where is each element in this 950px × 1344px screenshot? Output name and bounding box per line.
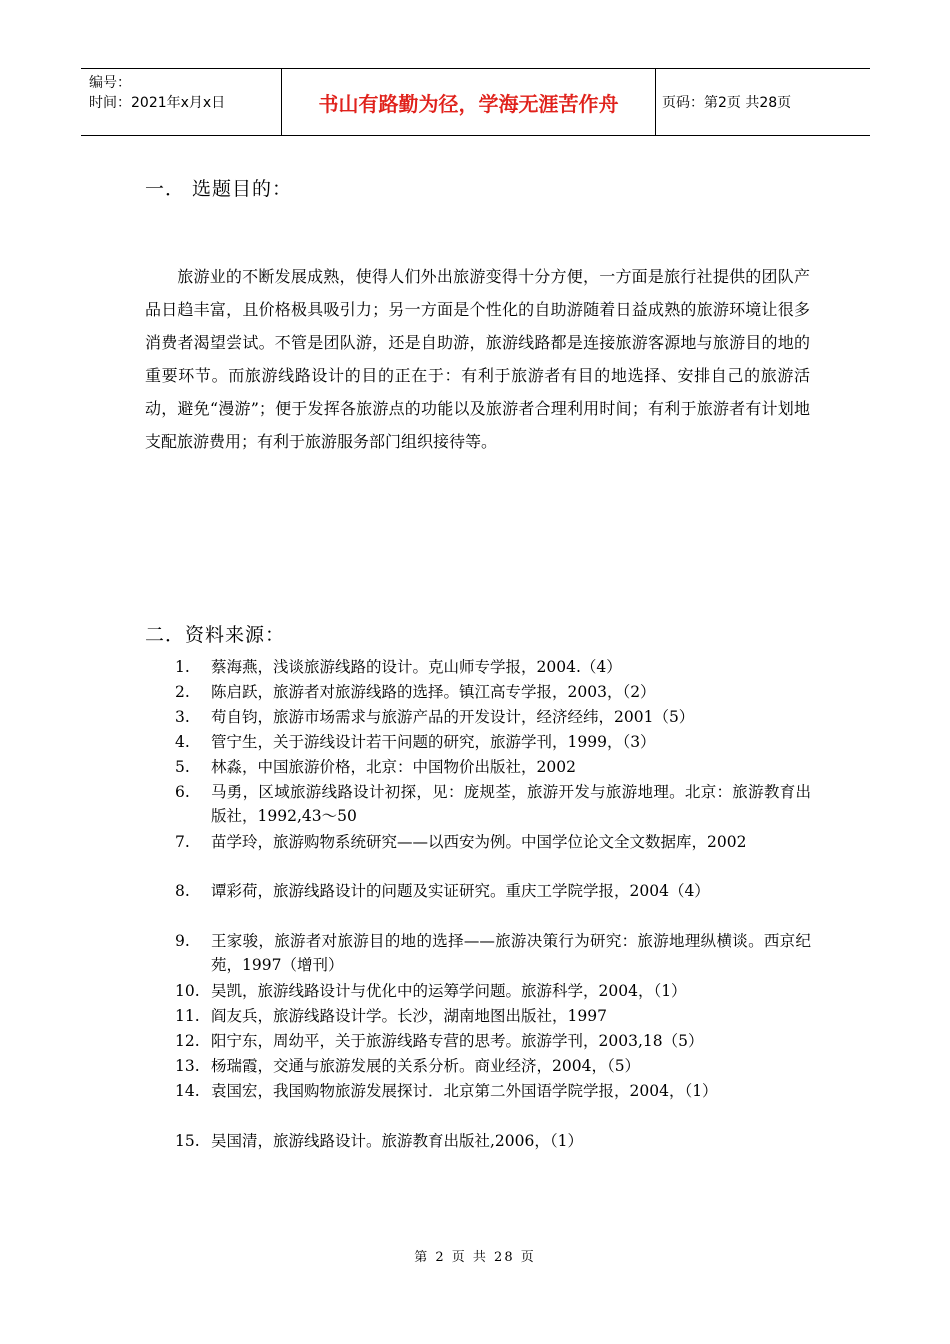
header-meta xyxy=(81,69,282,135)
section-title-sources: 二．资料来源： xyxy=(145,624,286,646)
reference-text: 袁国宏，我国购物旅游发展探讨．北京第二外国语学院学报，2004，（1） xyxy=(211,1082,718,1100)
reference-item xyxy=(175,730,811,754)
reference-text: 蔡海燕，浅谈旅游线路的设计。克山师专学报，2004.（4） xyxy=(211,658,622,676)
reference-number: 9. xyxy=(175,932,190,950)
reference-number: 1. xyxy=(175,658,190,676)
reference-number: 11. xyxy=(175,1007,200,1025)
reference-text: 谭彩荷，旅游线路设计的问题及实证研究。重庆工学院学报，2004（4） xyxy=(211,882,710,900)
reference-text: 林淼，中国旅游价格，北京：中国物价出版社，2002 xyxy=(211,758,576,776)
reference-text: 阳宁东，周幼平，关于旅游线路专营的思考。旅游学刊，2003,18（5） xyxy=(211,1032,704,1050)
reference-text: 阎友兵，旅游线路设计学。长沙，湖南地图出版社，1997 xyxy=(211,1007,607,1025)
reference-number: 15. xyxy=(175,1132,200,1150)
reference-number: 14. xyxy=(175,1082,200,1100)
reference-item xyxy=(175,879,811,903)
reference-item xyxy=(175,929,811,977)
reference-text: 苟自钧，旅游市场需求与旅游产品的开发设计，经济经纬，2001（5） xyxy=(211,708,695,726)
document-header xyxy=(81,68,870,136)
reference-number: 3. xyxy=(175,708,190,726)
reference-item xyxy=(175,1079,811,1103)
reference-item xyxy=(175,979,811,1003)
reference-item xyxy=(175,755,811,779)
reference-number: 4. xyxy=(175,733,190,751)
reference-text: 吴凯，旅游线路设计与优化中的运筹学问题。旅游科学，2004，（1） xyxy=(211,982,687,1000)
reference-item xyxy=(175,1129,811,1153)
reference-text: 陈启跃，旅游者对旅游线路的选择。镇江高专学报，2003，（2） xyxy=(211,683,656,701)
reference-item xyxy=(175,830,811,854)
purpose-paragraph xyxy=(145,260,810,458)
reference-number: 10. xyxy=(175,982,200,1000)
reference-item xyxy=(175,705,811,729)
reference-item xyxy=(175,780,811,828)
reference-number: 7. xyxy=(175,833,190,851)
reference-number: 6. xyxy=(175,783,190,801)
section-title-purpose: 一． 选题目的： xyxy=(145,178,293,200)
reference-item xyxy=(175,655,811,679)
purpose-paragraph-text: 旅游业的不断发展成熟，使得人们外出旅游变得十分方便，一方面是旅行社提供的团队产品日趋丰富，且价格极具吸引力；另一方面是个性化的自助游随着日益成熟的旅游环境让很多消费者渴望尝试。不管是团队游，还是自助游，旅游线路都是连接旅游客源地与旅游目的地的重要环节。而旅游线路设计的目的正在于：有利于旅游者有目的地选择、安排自己的旅游活动，避免“漫游”；便于发挥各旅游点的功能以及旅游者合理利用时间；有利于旅游者有计划地支配旅游费用；有利于旅游服务部门组织接待等。 xyxy=(145,267,810,451)
reference-item xyxy=(175,1004,811,1028)
reference-text: 马勇，区域旅游线路设计初探，见：庞规荃，旅游开发与旅游地理。北京：旅游教育出版社，1992,43～50 xyxy=(211,783,811,825)
page-footer: 第 2 页 共 28 页 xyxy=(414,1250,536,1265)
reference-item xyxy=(175,680,811,704)
reference-number: 2. xyxy=(175,683,190,701)
code-label: 编号： xyxy=(89,75,131,91)
reference-text: 吴国清，旅游线路设计。旅游教育出版社,2006，（1） xyxy=(211,1132,583,1150)
time-label: 时间：2021年x月x日 xyxy=(89,95,226,111)
header-motto: 书山有路勤为径，学海无涯苦作舟 xyxy=(282,69,656,135)
reference-number: 5. xyxy=(175,758,190,776)
reference-item xyxy=(175,1029,811,1053)
reference-text: 杨瑞霞，交通与旅游发展的关系分析。商业经济，2004，（5） xyxy=(211,1057,641,1075)
reference-number: 13. xyxy=(175,1057,200,1075)
reference-number: 12. xyxy=(175,1032,200,1050)
reference-item xyxy=(175,1054,811,1078)
header-page-info: 页码：第2页 共28页 xyxy=(662,95,792,111)
reference-text: 苗学玲，旅游购物系统研究——以西安为例。中国学位论文全文数据库，2002 xyxy=(211,833,747,851)
reference-text: 王家骏，旅游者对旅游目的地的选择——旅游决策行为研究：旅游地理纵横谈。西京纪苑，1997（增刊） xyxy=(211,932,811,974)
reference-number: 8. xyxy=(175,882,190,900)
reference-text: 管宁生，关于游线设计若干问题的研究，旅游学刊，1999，（3） xyxy=(211,733,656,751)
